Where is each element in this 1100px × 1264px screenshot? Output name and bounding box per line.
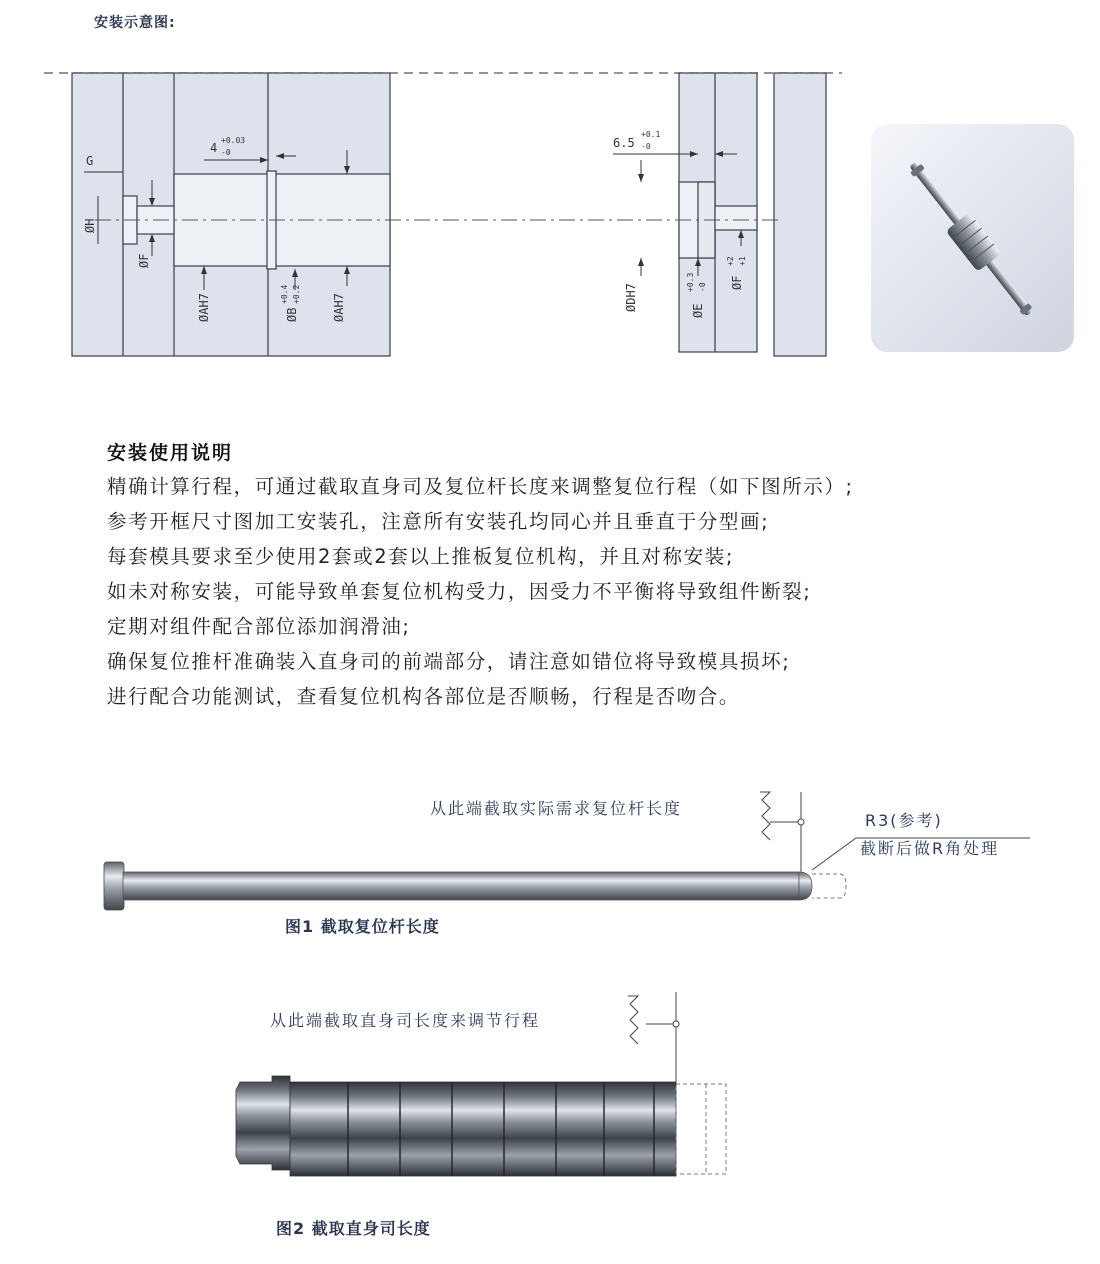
- figure1-r3-note: 截断后做R角处理: [860, 839, 1000, 858]
- instruction-line: 精确计算行程，可通过截取直身司及复位杆长度来调整复位行程（如下图所示）;: [107, 475, 854, 498]
- instructions-title: 安装使用说明: [107, 442, 234, 464]
- dim-e-lower: -0: [698, 282, 707, 292]
- dim-e-upper: +0.3: [686, 272, 695, 292]
- dim-four-upper: +0.03: [221, 136, 246, 145]
- instruction-line: 确保复位推杆准确装入直身司的前端部分，请注意如错位将导致模具损坏;: [107, 650, 791, 673]
- dim-six5: 6.5: [613, 136, 635, 150]
- dim-four-lower: -0: [221, 148, 231, 157]
- dim-six5-upper: +0.1: [641, 130, 661, 139]
- dim-b-upper: +0.4: [280, 284, 289, 304]
- dim-f2-lower: +1: [738, 256, 747, 266]
- dim-f2: ØF: [730, 275, 744, 290]
- figure1-note: 从此端截取实际需求复位杆长度: [430, 799, 683, 818]
- figure1-caption: 图1 截取复位杆长度: [285, 917, 440, 936]
- instruction-line: 参考开框尺寸图加工安装孔，注意所有安装孔均同心并且垂直于分型画;: [107, 510, 770, 533]
- dim-h: ØH: [83, 218, 97, 233]
- bushing-drawing: [0, 990, 1100, 1200]
- dim-f2-upper: +2: [726, 256, 735, 266]
- rod-head: [104, 862, 124, 910]
- plate-right: [774, 73, 826, 356]
- instruction-line: 每套模具要求至少使用2套或2套以上推板复位机构，并且对称安装;: [107, 545, 734, 568]
- dim-d: ØDH7: [624, 283, 638, 312]
- dim-e: ØE: [691, 303, 705, 318]
- instruction-line: 进行配合功能测试，查看复位机构各部位是否顺畅，行程是否吻合。: [107, 685, 741, 708]
- figure-2: [0, 990, 1100, 1250]
- bushing-collar: [236, 1076, 290, 1170]
- dim-f: ØF: [137, 253, 151, 268]
- product-photo: [871, 124, 1074, 352]
- dim-b-lower: +0.2: [292, 284, 301, 304]
- dim-a1: ØAH7: [197, 293, 211, 322]
- dim-six5-lower: -0: [641, 142, 651, 151]
- figure2-caption: 图2 截取直身司长度: [276, 1219, 431, 1238]
- dim-a2: ØAH7: [332, 293, 346, 322]
- instruction-line: 如未对称安装，可能导致单套复位机构受力，因受力不平衡将导致组件断裂;: [107, 580, 812, 603]
- dim-g: G: [86, 154, 94, 168]
- reset-assembly-icon: [901, 155, 1042, 323]
- dim-four: 4: [210, 141, 218, 155]
- figure1-r3-label: R3(参考): [865, 811, 943, 830]
- install-diagram-title: 安装示意图:: [94, 15, 176, 31]
- instruction-line: 定期对组件配合部位添加润滑油;: [107, 615, 411, 638]
- rod-shaft: [123, 872, 799, 900]
- figure2-note: 从此端截取直身司长度来调节行程: [270, 1011, 541, 1030]
- dim-b: ØB: [285, 307, 299, 322]
- instructions: [107, 438, 1067, 714]
- figure-1: [0, 770, 1100, 950]
